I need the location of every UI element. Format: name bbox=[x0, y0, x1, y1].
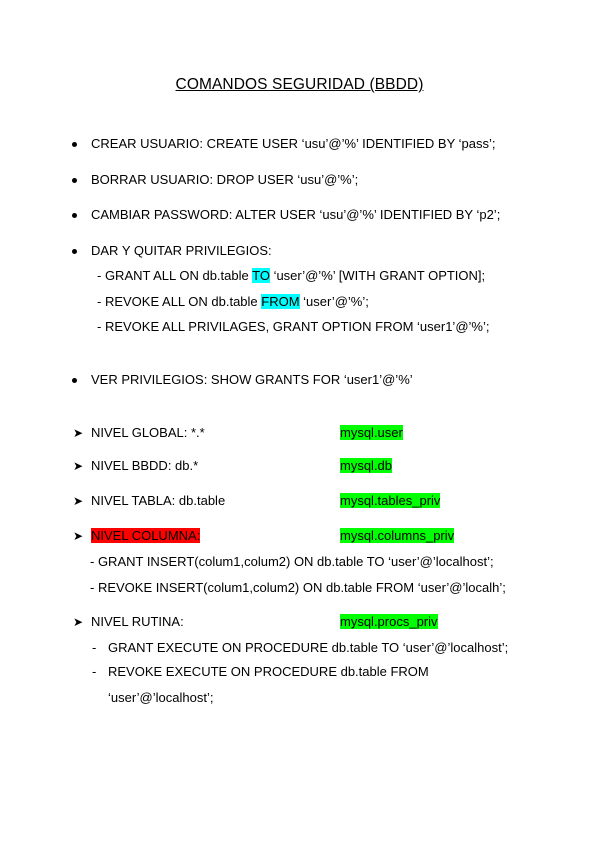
mysql-procs-priv-highlight: mysql.procs_priv bbox=[340, 614, 438, 629]
arrowhead-icon: ➤ bbox=[73, 459, 84, 473]
mysql-columns-priv-highlight: mysql.columns_priv bbox=[340, 528, 455, 543]
nivel-columna-label bbox=[91, 528, 200, 544]
page-title: COMANDOS SEGURIDAD (BBDD) bbox=[175, 76, 424, 93]
grant-to-highlight: TO bbox=[252, 268, 270, 283]
nivel-bbdd-table bbox=[340, 458, 392, 474]
arrowhead-icon: ➤ bbox=[73, 426, 84, 440]
nivel-tabla-table bbox=[340, 493, 440, 509]
nivel-rutina-table bbox=[340, 614, 438, 630]
arrowhead-icon: ➤ bbox=[73, 615, 84, 629]
create-user-line: CREAR USUARIO: CREATE USER ‘usu’@’%’ IDENTIFIED BY ‘pass’; bbox=[91, 136, 496, 151]
grant-all-line bbox=[97, 268, 485, 284]
mysql-user-highlight: mysql.user bbox=[340, 425, 403, 440]
mysql-db-highlight: mysql.db bbox=[340, 458, 393, 473]
nivel-tabla-label: NIVEL TABLA: db.table bbox=[91, 493, 226, 508]
columna-grant-line: - GRANT INSERT(colum1,colum2) ON db.table TO ‘user’@’localhost’; bbox=[90, 554, 494, 569]
bullet-icon bbox=[72, 249, 77, 254]
show-grants-line: VER PRIVILEGIOS: SHOW GRANTS FOR ‘user1’@’%’ bbox=[91, 372, 413, 387]
mysql-tables-priv-highlight: mysql.tables_priv bbox=[340, 493, 441, 508]
rutina-grant-line: GRANT EXECUTE ON PROCEDURE db.table TO ‘user’@’localhost’; bbox=[108, 640, 509, 655]
bullet-icon bbox=[72, 213, 77, 218]
revoke-all-prefix: - REVOKE ALL ON db.table bbox=[97, 294, 262, 309]
nivel-rutina-label: NIVEL RUTINA: bbox=[91, 614, 184, 629]
revoke-all-suffix: ‘user’@’%’; bbox=[299, 294, 369, 309]
grant-all-prefix: - GRANT ALL ON db.table bbox=[97, 268, 253, 283]
columna-revoke-line: - REVOKE INSERT(colum1,colum2) ON db.table FROM ‘user’@’localh’; bbox=[90, 580, 506, 595]
bullet-icon bbox=[72, 142, 77, 147]
nivel-bbdd-label: NIVEL BBDD: db.* bbox=[91, 458, 199, 473]
nivel-columna-highlight: NIVEL COLUMNA: bbox=[91, 528, 201, 543]
bullet-icon bbox=[72, 378, 77, 383]
privileges-heading: DAR Y QUITAR PRIVILEGIOS: bbox=[91, 243, 272, 258]
rutina-grant-dash: - bbox=[92, 640, 97, 655]
drop-user-line: BORRAR USUARIO: DROP USER ‘usu’@’%’; bbox=[91, 172, 359, 187]
rutina-revoke-dash: - bbox=[92, 664, 97, 679]
nivel-global-label: NIVEL GLOBAL: *.* bbox=[91, 425, 205, 440]
rutina-revoke-line: REVOKE EXECUTE ON PROCEDURE db.table FROM bbox=[108, 664, 429, 679]
rutina-revoke-cont: ‘user’@’localhost’; bbox=[108, 690, 214, 705]
arrowhead-icon: ➤ bbox=[73, 529, 84, 543]
grant-all-suffix: ‘user’@’%’ [WITH GRANT OPTION]; bbox=[269, 268, 486, 283]
revoke-from-highlight: FROM bbox=[261, 294, 300, 309]
nivel-columna-table bbox=[340, 528, 454, 544]
nivel-global-table bbox=[340, 425, 403, 441]
alter-user-line: CAMBIAR PASSWORD: ALTER USER ‘usu’@’%’ IDENTIFIED BY ‘p2’; bbox=[91, 207, 501, 222]
bullet-icon bbox=[72, 178, 77, 183]
arrowhead-icon: ➤ bbox=[73, 494, 84, 508]
revoke-all-line bbox=[97, 294, 369, 310]
revoke-privilages-line: - REVOKE ALL PRIVILAGES, GRANT OPTION FROM ‘user1’@’%’; bbox=[97, 319, 490, 334]
